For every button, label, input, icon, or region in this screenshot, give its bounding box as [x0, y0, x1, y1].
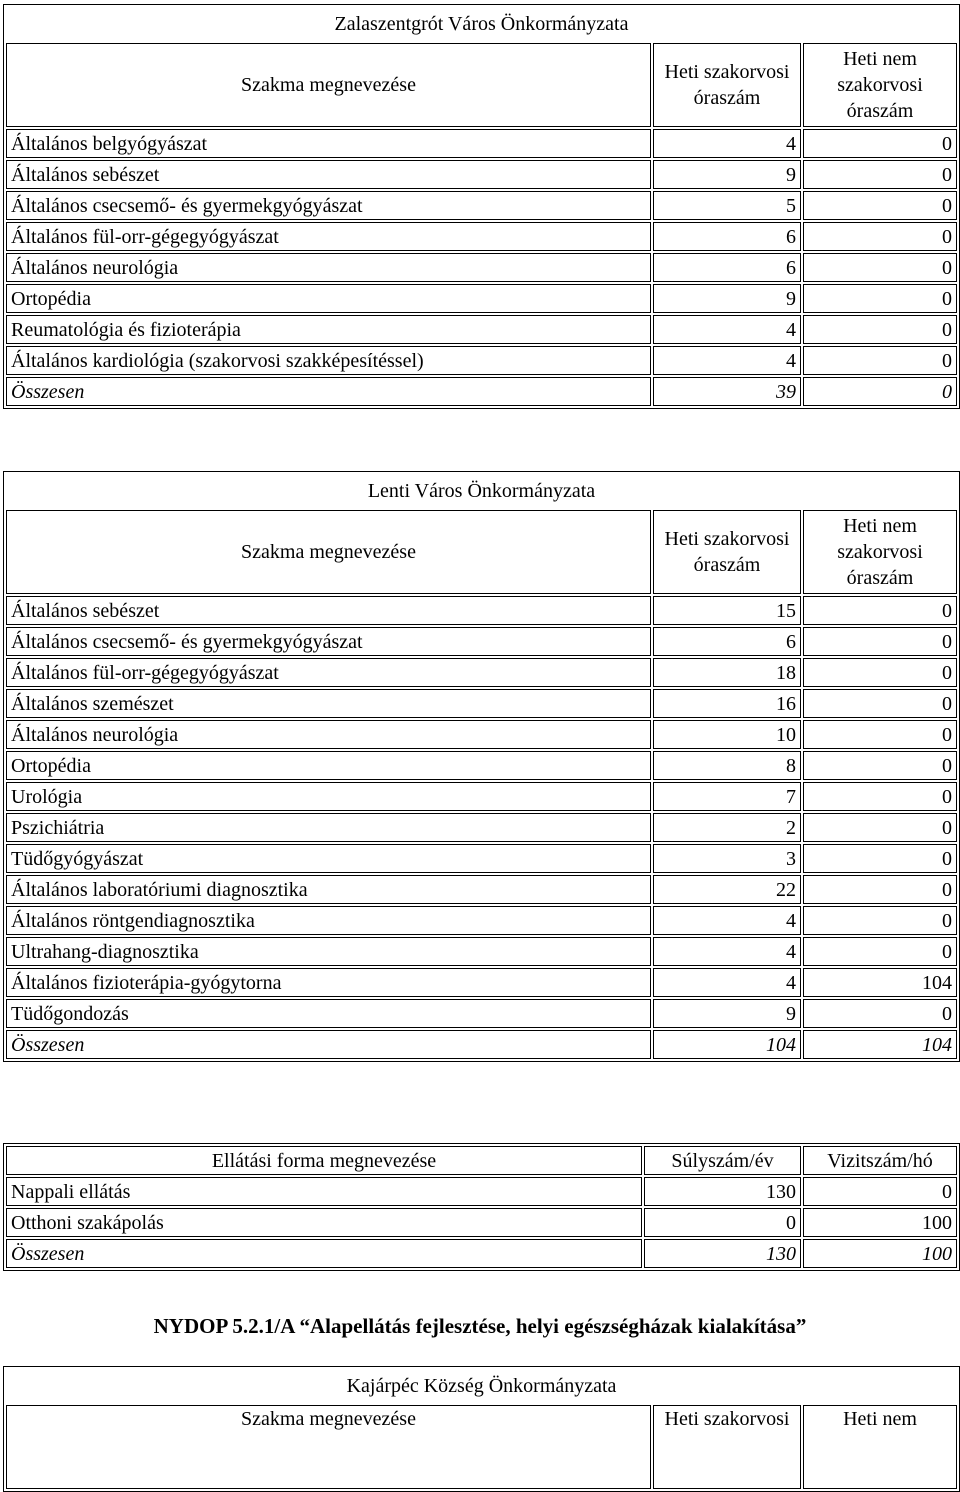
row-value: 4 — [653, 906, 801, 935]
row-label: Urológia — [6, 782, 651, 811]
total-label: Összesen — [6, 377, 651, 406]
row-value: 0 — [803, 346, 957, 375]
row-value: 8 — [653, 751, 801, 780]
row-label: Ortopédia — [6, 751, 651, 780]
column-header-sulyszam: Súlyszám/év — [644, 1146, 801, 1175]
row-value: 0 — [803, 999, 957, 1028]
row-value: 5 — [653, 191, 801, 220]
row-label: Általános csecsemő- és gyermekgyógyászat — [6, 627, 651, 656]
total-value: 130 — [644, 1239, 801, 1268]
table-row — [6, 1177, 957, 1206]
kajarpec-table — [3, 1366, 960, 1492]
row-label: Általános fül-orr-gégegyógyászat — [6, 658, 651, 687]
row-label: Ultrahang-diagnosztika — [6, 937, 651, 966]
row-label: Általános kardiológia (szakorvosi szakképesítéssel) — [6, 346, 651, 375]
row-value: 16 — [653, 689, 801, 718]
row-value: 0 — [803, 658, 957, 687]
column-header-szakorvosi: Heti szakorvosi — [653, 1405, 801, 1489]
row-value: 0 — [803, 813, 957, 842]
row-value: 0 — [803, 253, 957, 282]
table-row — [6, 875, 957, 904]
row-value: 4 — [653, 315, 801, 344]
row-label: Általános belgyógyászat — [6, 129, 651, 158]
row-value: 6 — [653, 222, 801, 251]
table-row — [6, 596, 957, 625]
total-value: 0 — [803, 377, 957, 406]
row-value: 0 — [803, 191, 957, 220]
table-row — [6, 844, 957, 873]
row-value: 2 — [653, 813, 801, 842]
row-value: 0 — [803, 1177, 957, 1206]
row-label: Általános röntgendiagnosztika — [6, 906, 651, 935]
row-label: Általános laboratóriumi diagnosztika — [6, 875, 651, 904]
total-value: 104 — [803, 1030, 957, 1059]
column-header-szakma: Szakma megnevezése — [6, 43, 651, 127]
table-row — [6, 968, 957, 997]
total-row — [6, 377, 957, 406]
table-row — [6, 1208, 957, 1237]
table-row — [6, 253, 957, 282]
total-value: 100 — [803, 1239, 957, 1268]
column-header-nem-szakorvosi: Heti nem szakorvosi óraszám — [803, 510, 957, 594]
row-value: 22 — [653, 875, 801, 904]
row-label: Általános neurológia — [6, 720, 651, 749]
row-value: 3 — [653, 844, 801, 873]
table-row — [6, 315, 957, 344]
column-header-ellatasi-forma: Ellátási forma megnevezése — [6, 1146, 642, 1175]
column-header-szakma: Szakma megnevezése — [6, 510, 651, 594]
row-value: 0 — [803, 284, 957, 313]
row-value: 0 — [803, 129, 957, 158]
table-row — [6, 689, 957, 718]
row-value: 9 — [653, 160, 801, 189]
section-heading: NYDOP 5.2.1/A “Alapellátás fejlesztése, helyi egészségházak kialakítása” — [153, 1314, 807, 1338]
row-value: 0 — [644, 1208, 801, 1237]
row-value: 0 — [803, 160, 957, 189]
row-value: 7 — [653, 782, 801, 811]
total-label: Összesen — [6, 1239, 642, 1268]
table-row — [6, 751, 957, 780]
ellatasi-forma-table — [3, 1143, 960, 1271]
total-value: 39 — [653, 377, 801, 406]
row-value: 0 — [803, 596, 957, 625]
table-row — [6, 346, 957, 375]
table-row — [6, 191, 957, 220]
row-value: 4 — [653, 346, 801, 375]
row-value: 0 — [803, 720, 957, 749]
table-row — [6, 937, 957, 966]
row-value: 0 — [803, 782, 957, 811]
table-row — [6, 782, 957, 811]
table-title: Zalaszentgrót Város Önkormányzata — [334, 13, 629, 35]
row-value: 130 — [644, 1177, 801, 1206]
row-label: Ortopédia — [6, 284, 651, 313]
row-value: 15 — [653, 596, 801, 625]
table-row — [6, 658, 957, 687]
table-row — [6, 160, 957, 189]
row-label: Általános fizioterápia-gyógytorna — [6, 968, 651, 997]
table-row — [6, 284, 957, 313]
row-value: 18 — [653, 658, 801, 687]
row-label: Nappali ellátás — [6, 1177, 642, 1206]
total-value: 104 — [653, 1030, 801, 1059]
total-row — [6, 1239, 957, 1268]
row-value: 0 — [803, 937, 957, 966]
lenti-table — [3, 471, 960, 1062]
row-value: 100 — [803, 1208, 957, 1237]
table-title: Kajárpéc Község Önkormányzata — [346, 1375, 617, 1397]
row-value: 0 — [803, 751, 957, 780]
row-label: Általános neurológia — [6, 253, 651, 282]
row-value: 9 — [653, 999, 801, 1028]
row-label: Tüdőgyógyászat — [6, 844, 651, 873]
row-label: Általános fül-orr-gégegyógyászat — [6, 222, 651, 251]
column-header-szakorvosi: Heti szakorvosi óraszám — [653, 510, 801, 594]
table-row — [6, 627, 957, 656]
row-label: Általános csecsemő- és gyermekgyógyászat — [6, 191, 651, 220]
row-value: 104 — [803, 968, 957, 997]
zalaszentgrot-table — [3, 4, 960, 409]
column-header-nem-szakorvosi: Heti nem — [803, 1405, 957, 1489]
column-header-szakma: Szakma megnevezése — [6, 1405, 651, 1489]
row-value: 0 — [803, 689, 957, 718]
table-row — [6, 222, 957, 251]
row-value: 4 — [653, 937, 801, 966]
row-label: Általános sebészet — [6, 160, 651, 189]
row-value: 0 — [803, 875, 957, 904]
table-row — [6, 720, 957, 749]
row-value: 0 — [803, 844, 957, 873]
row-value: 6 — [653, 627, 801, 656]
table-row — [6, 813, 957, 842]
row-label: Otthoni szakápolás — [6, 1208, 642, 1237]
row-value: 0 — [803, 627, 957, 656]
row-label: Tüdőgondozás — [6, 999, 651, 1028]
table-title: Lenti Város Önkormányzata — [367, 480, 596, 502]
row-label: Általános szemészet — [6, 689, 651, 718]
row-value: 0 — [803, 906, 957, 935]
table-row — [6, 906, 957, 935]
table-row — [6, 129, 957, 158]
row-value: 9 — [653, 284, 801, 313]
row-label: Pszichiátria — [6, 813, 651, 842]
column-header-szakorvosi: Heti szakorvosi óraszám — [653, 43, 801, 127]
row-value: 4 — [653, 968, 801, 997]
table-row — [6, 999, 957, 1028]
total-label: Összesen — [6, 1030, 651, 1059]
row-value: 10 — [653, 720, 801, 749]
row-label: Általános sebészet — [6, 596, 651, 625]
column-header-vizitszam: Vizitszám/hó — [803, 1146, 957, 1175]
total-row — [6, 1030, 957, 1059]
row-value: 6 — [653, 253, 801, 282]
row-label: Reumatológia és fizioterápia — [6, 315, 651, 344]
row-value: 4 — [653, 129, 801, 158]
row-value: 0 — [803, 222, 957, 251]
row-value: 0 — [803, 315, 957, 344]
column-header-nem-szakorvosi: Heti nem szakorvosi óraszám — [803, 43, 957, 127]
